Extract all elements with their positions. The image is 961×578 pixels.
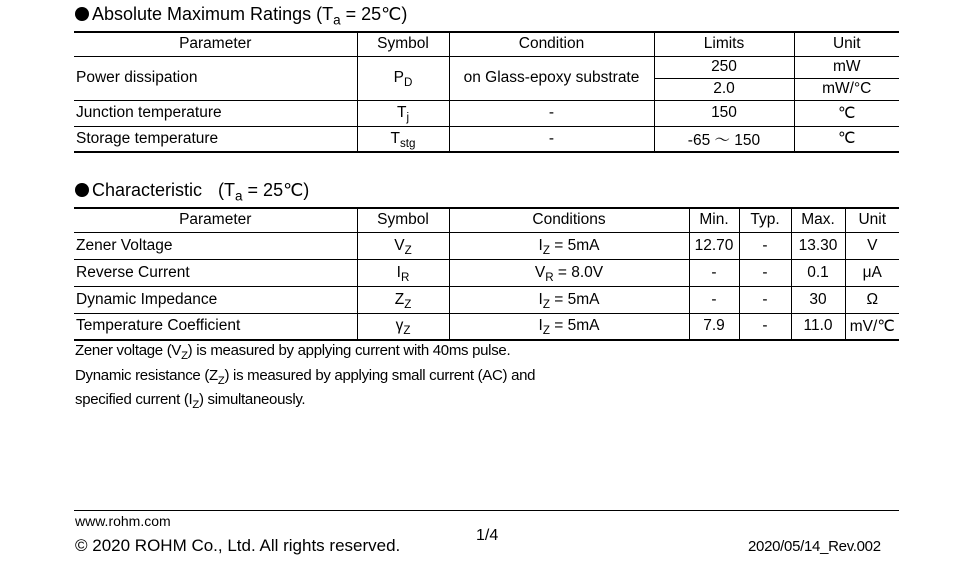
header-min: Min. xyxy=(689,208,739,232)
bullet-icon xyxy=(75,183,89,197)
dynamic-impedance-min: - xyxy=(689,286,739,313)
junction-parameter: Junction temperature xyxy=(74,100,357,126)
storage-parameter: Storage temperature xyxy=(74,126,357,152)
dynamic-impedance-condition: $I_Z = 5mA$ xyxy=(449,286,689,313)
table-row xyxy=(74,100,899,126)
table-row xyxy=(74,56,899,78)
dynamic-impedance-typ: - xyxy=(739,286,791,313)
zener-voltage-typ: - xyxy=(739,232,791,259)
power-symbol: $P_D$ xyxy=(357,56,449,100)
reverse-current-parameter: Reverse Current xyxy=(74,259,357,286)
dynamic-impedance-symbol: $Z_Z$ xyxy=(357,286,449,313)
zener-voltage-unit: V xyxy=(867,236,878,254)
dynamic-impedance-parameter: Dynamic Impedance xyxy=(74,286,357,313)
header-parameter: Parameter xyxy=(74,32,357,56)
note-dynamic-resistance: Dynamic resistance $(Z_Z)$ is measured by applying small current (AC) and xyxy=(75,367,536,387)
reverse-current-symbol: $I_R$ xyxy=(357,259,449,286)
zener-voltage-min: 12.70 xyxy=(689,232,739,259)
bullet-icon xyxy=(75,7,89,21)
table-row xyxy=(74,313,899,340)
reverse-current-min: - xyxy=(689,259,739,286)
header-unit: Unit xyxy=(858,211,887,229)
power-limit-derating: 2.0 xyxy=(654,78,794,100)
note-specified-current: specified current $(I_Z)$ simultaneously. xyxy=(75,391,306,411)
header-condition: Condition xyxy=(449,32,654,56)
temp-coefficient-symbol: $\gamma_Z$ xyxy=(357,313,449,340)
table-row xyxy=(74,232,899,259)
table-row xyxy=(74,126,899,152)
reverse-current-max: 0.1 xyxy=(791,259,845,286)
header-max: Max. xyxy=(791,208,845,232)
characteristic-title: Characteristic ($T_a$ = 25℃) xyxy=(75,180,309,201)
power-unit-mw: mW xyxy=(794,56,899,78)
power-condition: on Glass-epoxy substrate xyxy=(449,56,654,100)
temp-coefficient-min: 7.9 xyxy=(689,313,739,340)
storage-unit: ℃ xyxy=(838,130,856,148)
abs-max-header-row xyxy=(74,32,899,56)
zener-voltage-symbol: $V_Z$ xyxy=(357,232,449,259)
header-symbol: Symbol xyxy=(357,208,449,232)
power-limit-mw: 250 xyxy=(654,56,794,78)
website-link[interactable]: www.rohm.com xyxy=(75,513,171,529)
temp-coefficient-typ: - xyxy=(739,313,791,340)
temp-coefficient-condition: $I_Z = 5mA$ xyxy=(449,313,689,340)
abs-max-table xyxy=(74,31,899,153)
copyright: © 2020 ROHM Co., Ltd. All rights reserved. xyxy=(75,536,401,555)
junction-symbol: $T_j$ xyxy=(357,100,449,126)
junction-limit: 150 xyxy=(654,100,794,126)
temp-coefficient-parameter: Temperature Coefficient xyxy=(74,313,357,340)
reverse-current-unit: μA xyxy=(862,263,882,281)
header-unit: Unit xyxy=(832,35,861,53)
reverse-current-condition: $V_R = 8.0V$ xyxy=(449,259,689,286)
power-unit-derating: mW/°C xyxy=(794,78,899,100)
footer-divider xyxy=(74,510,899,511)
page-number: 1/4 xyxy=(476,527,499,544)
header-parameter: Parameter xyxy=(74,208,357,232)
abs-max-title: Absolute Maximum Ratings ($T_a$ = 25℃) xyxy=(75,4,407,25)
header-typ: Typ. xyxy=(739,208,791,232)
power-parameter: Power dissipation xyxy=(74,56,357,100)
revision: 2020/05/14_Rev.002 xyxy=(748,538,881,555)
table-row xyxy=(74,259,899,286)
characteristic-table xyxy=(74,207,899,341)
temp-coefficient-max: 11.0 xyxy=(791,313,845,340)
note-zener-voltage: Zener voltage $(V_Z)$ is measured by applying current with 40ms pulse. xyxy=(75,342,511,362)
storage-limit: -65 ～ 150 xyxy=(654,126,794,152)
char-header-row xyxy=(74,208,899,232)
reverse-current-typ: - xyxy=(739,259,791,286)
header-limits: Limits xyxy=(654,32,794,56)
dynamic-impedance-max: 30 xyxy=(791,286,845,313)
zener-voltage-condition: $I_Z = 5mA$ xyxy=(449,232,689,259)
table-row xyxy=(74,286,899,313)
junction-unit: ℃ xyxy=(838,104,856,122)
header-symbol: Symbol xyxy=(357,32,449,56)
header-conditions: Conditions xyxy=(449,208,689,232)
zener-voltage-max: 13.30 xyxy=(791,232,845,259)
dynamic-impedance-unit: Ω xyxy=(866,290,879,308)
zener-voltage-parameter: Zener Voltage xyxy=(74,232,357,259)
junction-condition: - xyxy=(449,100,654,126)
temp-coefficient-unit: mV/℃ xyxy=(849,317,895,335)
storage-symbol: $T_{stg}$ xyxy=(357,126,449,152)
storage-condition: - xyxy=(449,126,654,152)
